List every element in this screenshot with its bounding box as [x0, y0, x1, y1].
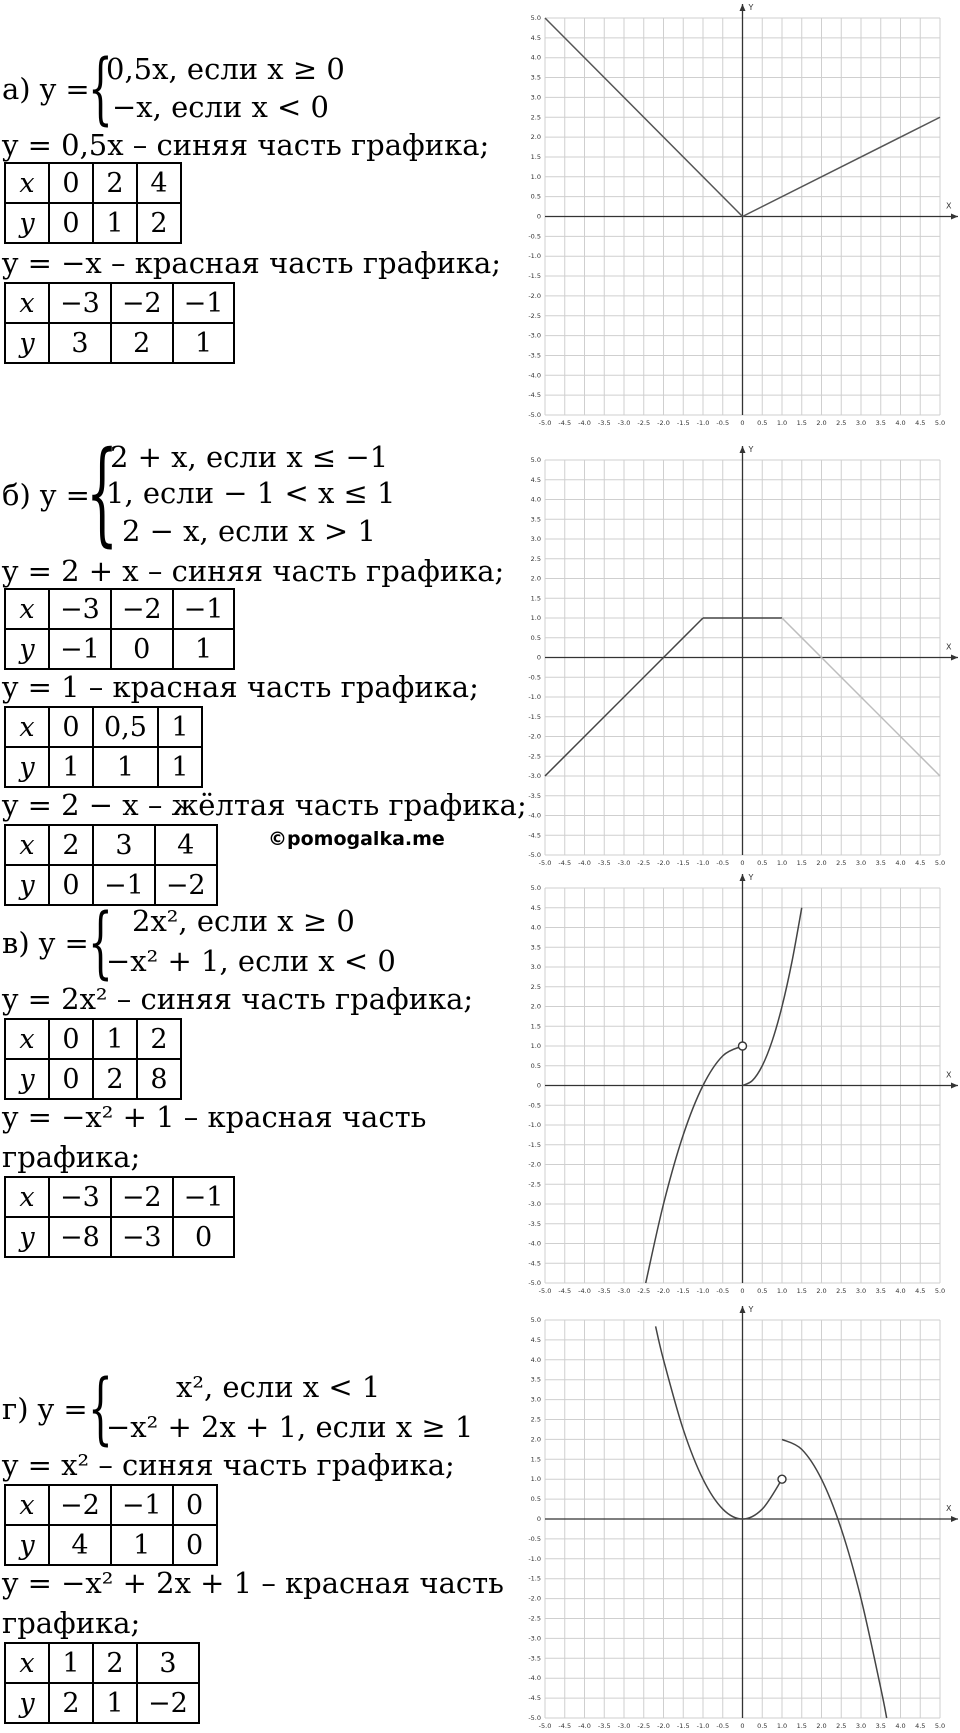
- y-tick-label: 1.0: [530, 172, 541, 181]
- y-tick-label: -1.5: [528, 1574, 541, 1583]
- x-tick-label: 3.0: [855, 1287, 867, 1295]
- y-arrow: [740, 1306, 746, 1313]
- x-tick-label: 4.5: [915, 1722, 926, 1730]
- values-table: x −3 −2 −1 y 3 2 1: [4, 282, 235, 364]
- x-tick-label: -4.0: [578, 1722, 591, 1730]
- y-tick-label: 1.0: [530, 1042, 541, 1050]
- x-tick-label: -3.5: [597, 859, 611, 867]
- x-tick-label: 4.5: [915, 1287, 926, 1295]
- y-tick-label: -4.0: [528, 1239, 541, 1248]
- values-table: x 1 2 3 y 2 1 −2: [4, 1642, 200, 1724]
- x-tick-label: -4.0: [578, 419, 591, 427]
- x-header: x: [5, 163, 49, 203]
- open-point: [739, 1042, 747, 1050]
- y-tick-label: 0: [536, 653, 541, 662]
- x-tick-label: 0.5: [757, 1287, 768, 1295]
- y-axis-label: Y: [748, 3, 754, 12]
- x-tick-label: -2.0: [657, 1722, 670, 1730]
- x-tick-label: 2.0: [816, 1722, 827, 1730]
- y-tick-label: 3.5: [530, 943, 541, 952]
- y-tick-label: 4.0: [530, 923, 541, 932]
- y-tick-label: 0: [536, 1515, 541, 1523]
- x-tick-label: 4.0: [895, 1287, 906, 1295]
- y-axis-label: Y: [748, 1305, 754, 1314]
- x-tick-label: -3.5: [597, 1287, 611, 1295]
- x-tick-label: -2.0: [657, 859, 670, 867]
- case-1: 0,5x, если x ≥ 0: [106, 52, 345, 86]
- y-tick-label: -5.0: [528, 1279, 541, 1287]
- x-axis-label: X: [946, 642, 952, 652]
- y-tick-label: 3.5: [530, 1375, 541, 1384]
- x-tick-label: -4.0: [578, 1287, 591, 1295]
- x-tick-label: -5.0: [538, 419, 552, 427]
- y-tick-label: 2.0: [530, 133, 541, 142]
- x-tick-label: -3.0: [617, 1722, 631, 1730]
- y-tick-label: 1.5: [530, 1455, 541, 1464]
- y-tick-label: -1.5: [528, 272, 541, 281]
- x-tick-label: -4.5: [558, 419, 572, 427]
- y-tick-label: 2.5: [530, 554, 541, 563]
- x-tick-label: -4.0: [578, 859, 591, 867]
- x-tick-label: 5.0: [934, 1287, 946, 1295]
- y-tick-label: -4.5: [528, 1259, 541, 1268]
- x-tick-label: 1.0: [776, 419, 788, 427]
- x-tick-label: 1.0: [776, 1287, 788, 1295]
- segment-text-cont: графика;: [2, 1606, 141, 1640]
- x-tick-label: -5.0: [538, 1722, 552, 1730]
- case-1: x², если x < 1: [176, 1370, 381, 1404]
- segment-text-cont: графика;: [2, 1140, 141, 1174]
- x-tick-label: 4.0: [895, 419, 906, 427]
- y-tick-label: -1.0: [528, 252, 541, 261]
- segment-text: y = 2x² – синяя часть графика;: [2, 982, 474, 1016]
- x-tick-label: -0.5: [716, 419, 730, 427]
- graph-0: [528, 3, 958, 427]
- y-arrow: [740, 446, 746, 453]
- x-tick-label: 2.0: [816, 1287, 827, 1295]
- x-tick-label: 3.5: [875, 1287, 886, 1295]
- x-tick-label: -1.0: [696, 1722, 710, 1730]
- x-tick-label: 1.0: [776, 859, 788, 867]
- segment-text: y = −x² + 2x + 1 – красная часть: [2, 1566, 504, 1600]
- x-tick-label: -2.5: [637, 1722, 651, 1730]
- x-tick-label: 2.5: [836, 1287, 847, 1295]
- case-2: −x, если x < 0: [112, 90, 330, 124]
- y-tick-label: -1.0: [528, 693, 541, 701]
- x-tick-label: 1.5: [796, 1287, 807, 1295]
- x-tick-label: 0: [740, 859, 745, 867]
- brace: {: [88, 1364, 113, 1454]
- y-arrow: [740, 874, 746, 881]
- x-tick-label: -3.0: [617, 419, 631, 427]
- y-tick-label: 0.5: [530, 192, 541, 201]
- x-tick-label: -1.0: [696, 859, 710, 867]
- y-tick-label: 3.0: [530, 93, 541, 102]
- brace: {: [88, 44, 113, 134]
- x-tick-label: -0.5: [716, 1722, 730, 1730]
- y-tick-label: 0: [536, 212, 541, 221]
- y-arrow: [740, 4, 746, 11]
- y-tick-label: -1.0: [528, 1554, 541, 1563]
- y-tick-label: 2.0: [530, 574, 541, 583]
- x-tick-label: 4.5: [915, 419, 926, 427]
- y-tick-label: 5.0: [530, 14, 541, 22]
- y-tick-label: -3.5: [528, 1654, 541, 1663]
- values-table: x 0 2 4 y 0 1 2: [4, 162, 182, 244]
- x-tick-label: 1.5: [796, 419, 807, 427]
- x-tick-label: 3.0: [855, 419, 867, 427]
- segment-text: y = 0,5x – синяя часть графика;: [2, 128, 490, 162]
- y-tick-label: 4.5: [530, 33, 541, 42]
- graph-1: [528, 445, 958, 867]
- y-tick-label: -4.5: [528, 1694, 541, 1703]
- segment-text: y = −x² + 1 – красная часть: [2, 1100, 427, 1134]
- y-tick-label: 2.5: [530, 982, 541, 991]
- y-tick-label: 4.5: [530, 903, 541, 912]
- y-tick-label: -2.0: [528, 1594, 541, 1603]
- x-tick-label: 2.5: [836, 419, 847, 427]
- case-2: −x² + 1, если x < 0: [106, 944, 396, 978]
- y-tick-label: -4.0: [528, 811, 541, 820]
- part-d-label: г) y =: [2, 1392, 88, 1426]
- x-tick-label: -3.0: [617, 1287, 631, 1295]
- y-tick-label: 1.5: [530, 1022, 541, 1031]
- series-line-0: [743, 908, 802, 1086]
- y-tick-label: -2.0: [528, 732, 541, 741]
- x-tick-label: -3.5: [597, 419, 611, 427]
- segment-text: y = 2 + x – синяя часть графика;: [2, 554, 505, 588]
- y-tick-label: 0.5: [530, 633, 541, 642]
- y-tick-label: -4.0: [528, 371, 541, 380]
- x-tick-label: 1.0: [776, 1722, 788, 1730]
- x-arrow: [951, 655, 958, 661]
- y-tick-label: 4.5: [530, 475, 541, 484]
- x-tick-label: 2.0: [816, 859, 827, 867]
- values-table: x −3 −2 −1 y −8 −3 0: [4, 1176, 235, 1258]
- x-tick-label: -4.5: [558, 859, 572, 867]
- y-tick-label: 4.0: [530, 53, 541, 62]
- case-3: 2 − x, если x > 1: [122, 514, 376, 548]
- x-tick-label: 0: [740, 419, 745, 427]
- x-tick-label: -0.5: [716, 1287, 730, 1295]
- y-tick-label: -3.0: [528, 1200, 541, 1208]
- x-tick-label: 0.5: [757, 859, 768, 867]
- x-tick-label: -2.5: [637, 859, 651, 867]
- y-tick-label: -3.5: [528, 1219, 541, 1228]
- values-table: x −3 −2 −1 y −1 0 1: [4, 588, 235, 670]
- y-tick-label: 3.5: [530, 515, 541, 524]
- x-tick-label: -1.5: [676, 1722, 690, 1730]
- x-tick-label: 0.5: [757, 419, 768, 427]
- y-tick-label: -0.5: [528, 673, 541, 682]
- watermark: ©pomogalka.me: [268, 828, 445, 850]
- y-tick-label: -3.5: [528, 791, 541, 800]
- y-tick-label: -5.0: [528, 851, 541, 859]
- y-tick-label: 5.0: [530, 884, 541, 892]
- segment-text: y = x² – синяя часть графика;: [2, 1448, 455, 1482]
- y-tick-label: -2.5: [528, 1614, 541, 1623]
- segment-text: y = 2 − x – жёлтая часть графика;: [2, 788, 527, 822]
- x-arrow: [951, 1516, 958, 1522]
- y-tick-label: -3.0: [528, 772, 541, 780]
- y-tick-label: 5.0: [530, 456, 541, 464]
- y-tick-label: 3.5: [530, 73, 541, 82]
- x-tick-label: 3.5: [875, 419, 886, 427]
- x-tick-label: 5.0: [934, 859, 946, 867]
- y-tick-label: 1.0: [530, 1475, 541, 1484]
- y-tick-label: 2.5: [530, 1415, 541, 1424]
- x-tick-label: -1.5: [676, 859, 690, 867]
- x-tick-label: 0: [740, 1722, 745, 1730]
- x-axis-label: X: [946, 1504, 952, 1513]
- y-tick-label: -3.0: [528, 331, 541, 340]
- x-axis-label: X: [946, 1070, 952, 1080]
- graph-3: [528, 1305, 958, 1730]
- y-tick-label: -2.5: [528, 311, 541, 320]
- x-tick-label: 5.0: [934, 419, 946, 427]
- y-tick-label: 1.5: [530, 594, 541, 603]
- y-tick-label: -0.5: [528, 232, 541, 241]
- x-tick-label: -5.0: [538, 859, 552, 867]
- y-axis-label: Y: [748, 445, 754, 454]
- case-2: −x² + 2x + 1, если x ≥ 1: [106, 1410, 474, 1444]
- segment-text: y = −x – красная часть графика;: [2, 246, 502, 280]
- x-tick-label: -2.5: [637, 419, 651, 427]
- x-tick-label: 5.0: [934, 1722, 946, 1730]
- x-tick-label: -4.5: [558, 1287, 572, 1295]
- y-header: y: [5, 203, 49, 243]
- x-tick-label: 4.0: [895, 1722, 906, 1730]
- x-tick-label: -1.0: [696, 419, 710, 427]
- y-tick-label: -4.5: [528, 391, 541, 400]
- y-tick-label: -2.0: [528, 291, 541, 300]
- x-tick-label: 2.5: [836, 859, 847, 867]
- y-tick-label: -1.0: [528, 1121, 541, 1129]
- y-tick-label: 4.0: [530, 495, 541, 504]
- x-tick-label: 2.5: [836, 1722, 847, 1730]
- x-arrow: [951, 1083, 958, 1089]
- x-tick-label: -2.0: [657, 419, 670, 427]
- y-tick-label: -0.5: [528, 1101, 541, 1110]
- y-tick-label: 2.0: [530, 1435, 541, 1444]
- case-1: 2x², если x ≥ 0: [132, 904, 355, 938]
- y-tick-label: 4.0: [530, 1355, 541, 1364]
- brace: {: [88, 898, 113, 988]
- x-tick-label: 3.0: [855, 859, 867, 867]
- x-tick-label: 2.0: [816, 419, 827, 427]
- series-line-0: [656, 1326, 782, 1519]
- x-tick-label: 3.0: [855, 1722, 867, 1730]
- y-tick-label: 0.5: [530, 1061, 541, 1070]
- y-tick-label: 1.0: [530, 614, 541, 622]
- y-tick-label: 2.5: [530, 113, 541, 122]
- y-tick-label: 1.5: [530, 152, 541, 161]
- y-tick-label: -2.5: [528, 1180, 541, 1189]
- brace: {: [86, 428, 119, 558]
- x-tick-label: -3.0: [617, 859, 631, 867]
- y-tick-label: -5.0: [528, 411, 541, 419]
- x-axis-label: X: [946, 201, 952, 211]
- y-tick-label: -1.5: [528, 1140, 541, 1149]
- graph-2: [528, 873, 958, 1295]
- open-point: [778, 1475, 786, 1483]
- y-tick-label: 3.0: [530, 535, 541, 543]
- y-tick-label: 3.0: [530, 1395, 541, 1404]
- x-tick-label: -4.5: [558, 1722, 572, 1730]
- x-tick-label: 3.5: [875, 1722, 886, 1730]
- values-table: x 0 0,5 1 y 1 1 1: [4, 706, 203, 788]
- x-tick-label: -1.0: [696, 1287, 710, 1295]
- x-tick-label: -1.5: [676, 1287, 690, 1295]
- x-tick-label: 3.5: [875, 859, 886, 867]
- x-tick-label: 1.5: [796, 859, 807, 867]
- x-tick-label: -2.5: [637, 1287, 651, 1295]
- x-tick-label: 1.5: [796, 1722, 807, 1730]
- y-tick-label: -2.5: [528, 752, 541, 761]
- x-tick-label: -1.5: [676, 419, 690, 427]
- y-tick-label: 0: [536, 1081, 541, 1090]
- values-table: x 0 1 2 y 0 2 8: [4, 1018, 182, 1100]
- part-b-label: б) y =: [2, 478, 90, 512]
- part-a-label: а) y =: [2, 72, 90, 106]
- x-tick-label: -0.5: [716, 859, 730, 867]
- y-tick-label: 2.0: [530, 1002, 541, 1011]
- x-arrow: [951, 214, 958, 220]
- y-tick-label: -3.5: [528, 351, 541, 360]
- y-tick-label: 3.0: [530, 963, 541, 971]
- y-axis-label: Y: [748, 873, 754, 882]
- values-table: x 2 3 4 y 0 −1 −2: [4, 824, 218, 906]
- x-tick-label: -2.0: [657, 1287, 670, 1295]
- values-table: x −2 −1 0 y 4 1 0: [4, 1484, 218, 1566]
- x-tick-label: -3.5: [597, 1722, 611, 1730]
- y-tick-label: -4.0: [528, 1674, 541, 1683]
- y-tick-label: 4.5: [530, 1335, 541, 1344]
- x-tick-label: -5.0: [538, 1287, 552, 1295]
- y-tick-label: 0.5: [530, 1495, 541, 1504]
- x-tick-label: 4.5: [915, 859, 926, 867]
- x-tick-label: 0: [740, 1287, 745, 1295]
- y-tick-label: 5.0: [530, 1316, 541, 1324]
- y-tick-label: -0.5: [528, 1534, 541, 1543]
- x-tick-label: 4.0: [895, 859, 906, 867]
- case-1: 2 + x, если x ≤ −1: [110, 440, 389, 474]
- part-c-label: в) y =: [2, 926, 89, 960]
- y-tick-label: -1.5: [528, 712, 541, 721]
- y-tick-label: -2.0: [528, 1160, 541, 1169]
- y-tick-label: -3.0: [528, 1634, 541, 1643]
- y-tick-label: -4.5: [528, 831, 541, 840]
- case-2: 1, если − 1 < x ≤ 1: [106, 476, 396, 510]
- y-tick-label: -5.0: [528, 1714, 541, 1722]
- segment-text: y = 1 – красная часть графика;: [2, 670, 479, 704]
- x-tick-label: 0.5: [757, 1722, 768, 1730]
